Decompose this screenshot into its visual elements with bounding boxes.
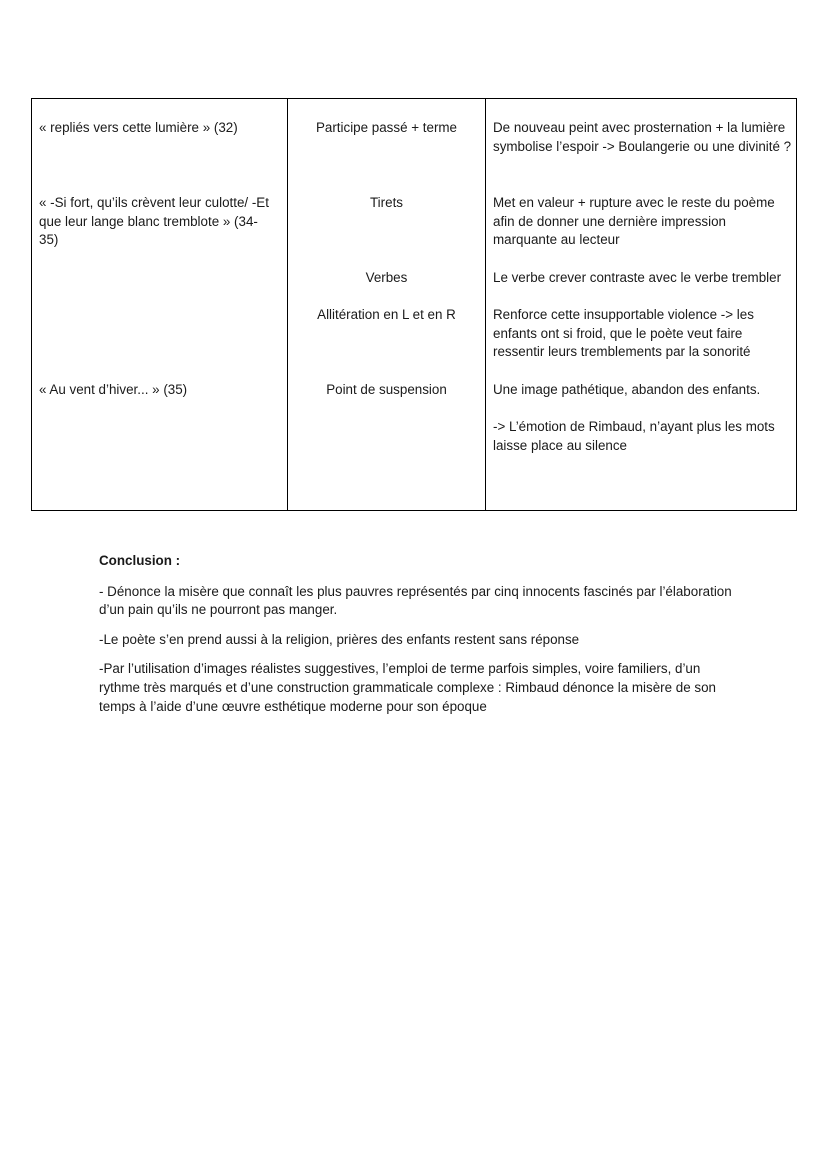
conclusion-paragraph: -Le poète s’en prend aussi à la religion, prières des enfants restent sans réponse (99, 631, 580, 647)
procede-cell: Allitération en L et en R (317, 307, 456, 322)
conclusion-section (99, 552, 739, 727)
analysis-cell: Le verbe crever contraste avec le verbe trembler (493, 270, 782, 285)
conclusion-title: Conclusion : (99, 553, 181, 568)
column-divider (287, 99, 288, 510)
quote-cell: « -Si fort, qu’ils crèvent leur culotte/ -Et que leur lange blanc tremblote » (34-35) (39, 195, 269, 248)
procede-cell: Tirets (370, 195, 403, 210)
analysis-cell: -> L’émotion de Rimbaud, n’ayant plus les mots laisse place au silence (493, 419, 775, 453)
analysis-cell: Met en valeur + rupture avec le reste du poème afin de donner une dernière impression marquante au lecteur (493, 195, 775, 248)
procede-cell: Point de suspension (326, 382, 447, 397)
column-divider (485, 99, 486, 510)
quote-cell: « Au vent d’hiver... » (35) (39, 382, 188, 397)
quote-cell: « repliés vers cette lumière » (32) (39, 120, 238, 135)
analysis-cell: De nouveau peint avec prosternation + la lumière symbolise l’espoir -> Boulangerie ou une divinité ? (493, 120, 792, 154)
analysis-table (31, 98, 797, 511)
procede-cell: Participe passé + terme (315, 120, 458, 135)
analysis-cell: Renforce cette insupportable violence -> les enfants ont si froid, que le poète veut faire ressentir leurs tremblements par la sonorité (493, 307, 754, 360)
conclusion-paragraph: - Dénonce la misère que connaît les plus pauvres représentés par cinq innocents fascinés par l’élaboration d’un pain qu’ils ne pourront pas manger. (99, 583, 732, 618)
procede-cell: Verbes (365, 270, 408, 285)
conclusion-paragraph: -Par l’utilisation d’images réalistes suggestives, l’emploi de terme parfois simples, voire familiers, d’un rythme très marqués et d’une construction grammaticale complexe : Rimbaud dénonce la misère de son temps à l’aide d’une œuvre esthétique moderne pour son époque (99, 661, 717, 714)
analysis-cell: Une image pathétique, abandon des enfants. (493, 382, 761, 397)
